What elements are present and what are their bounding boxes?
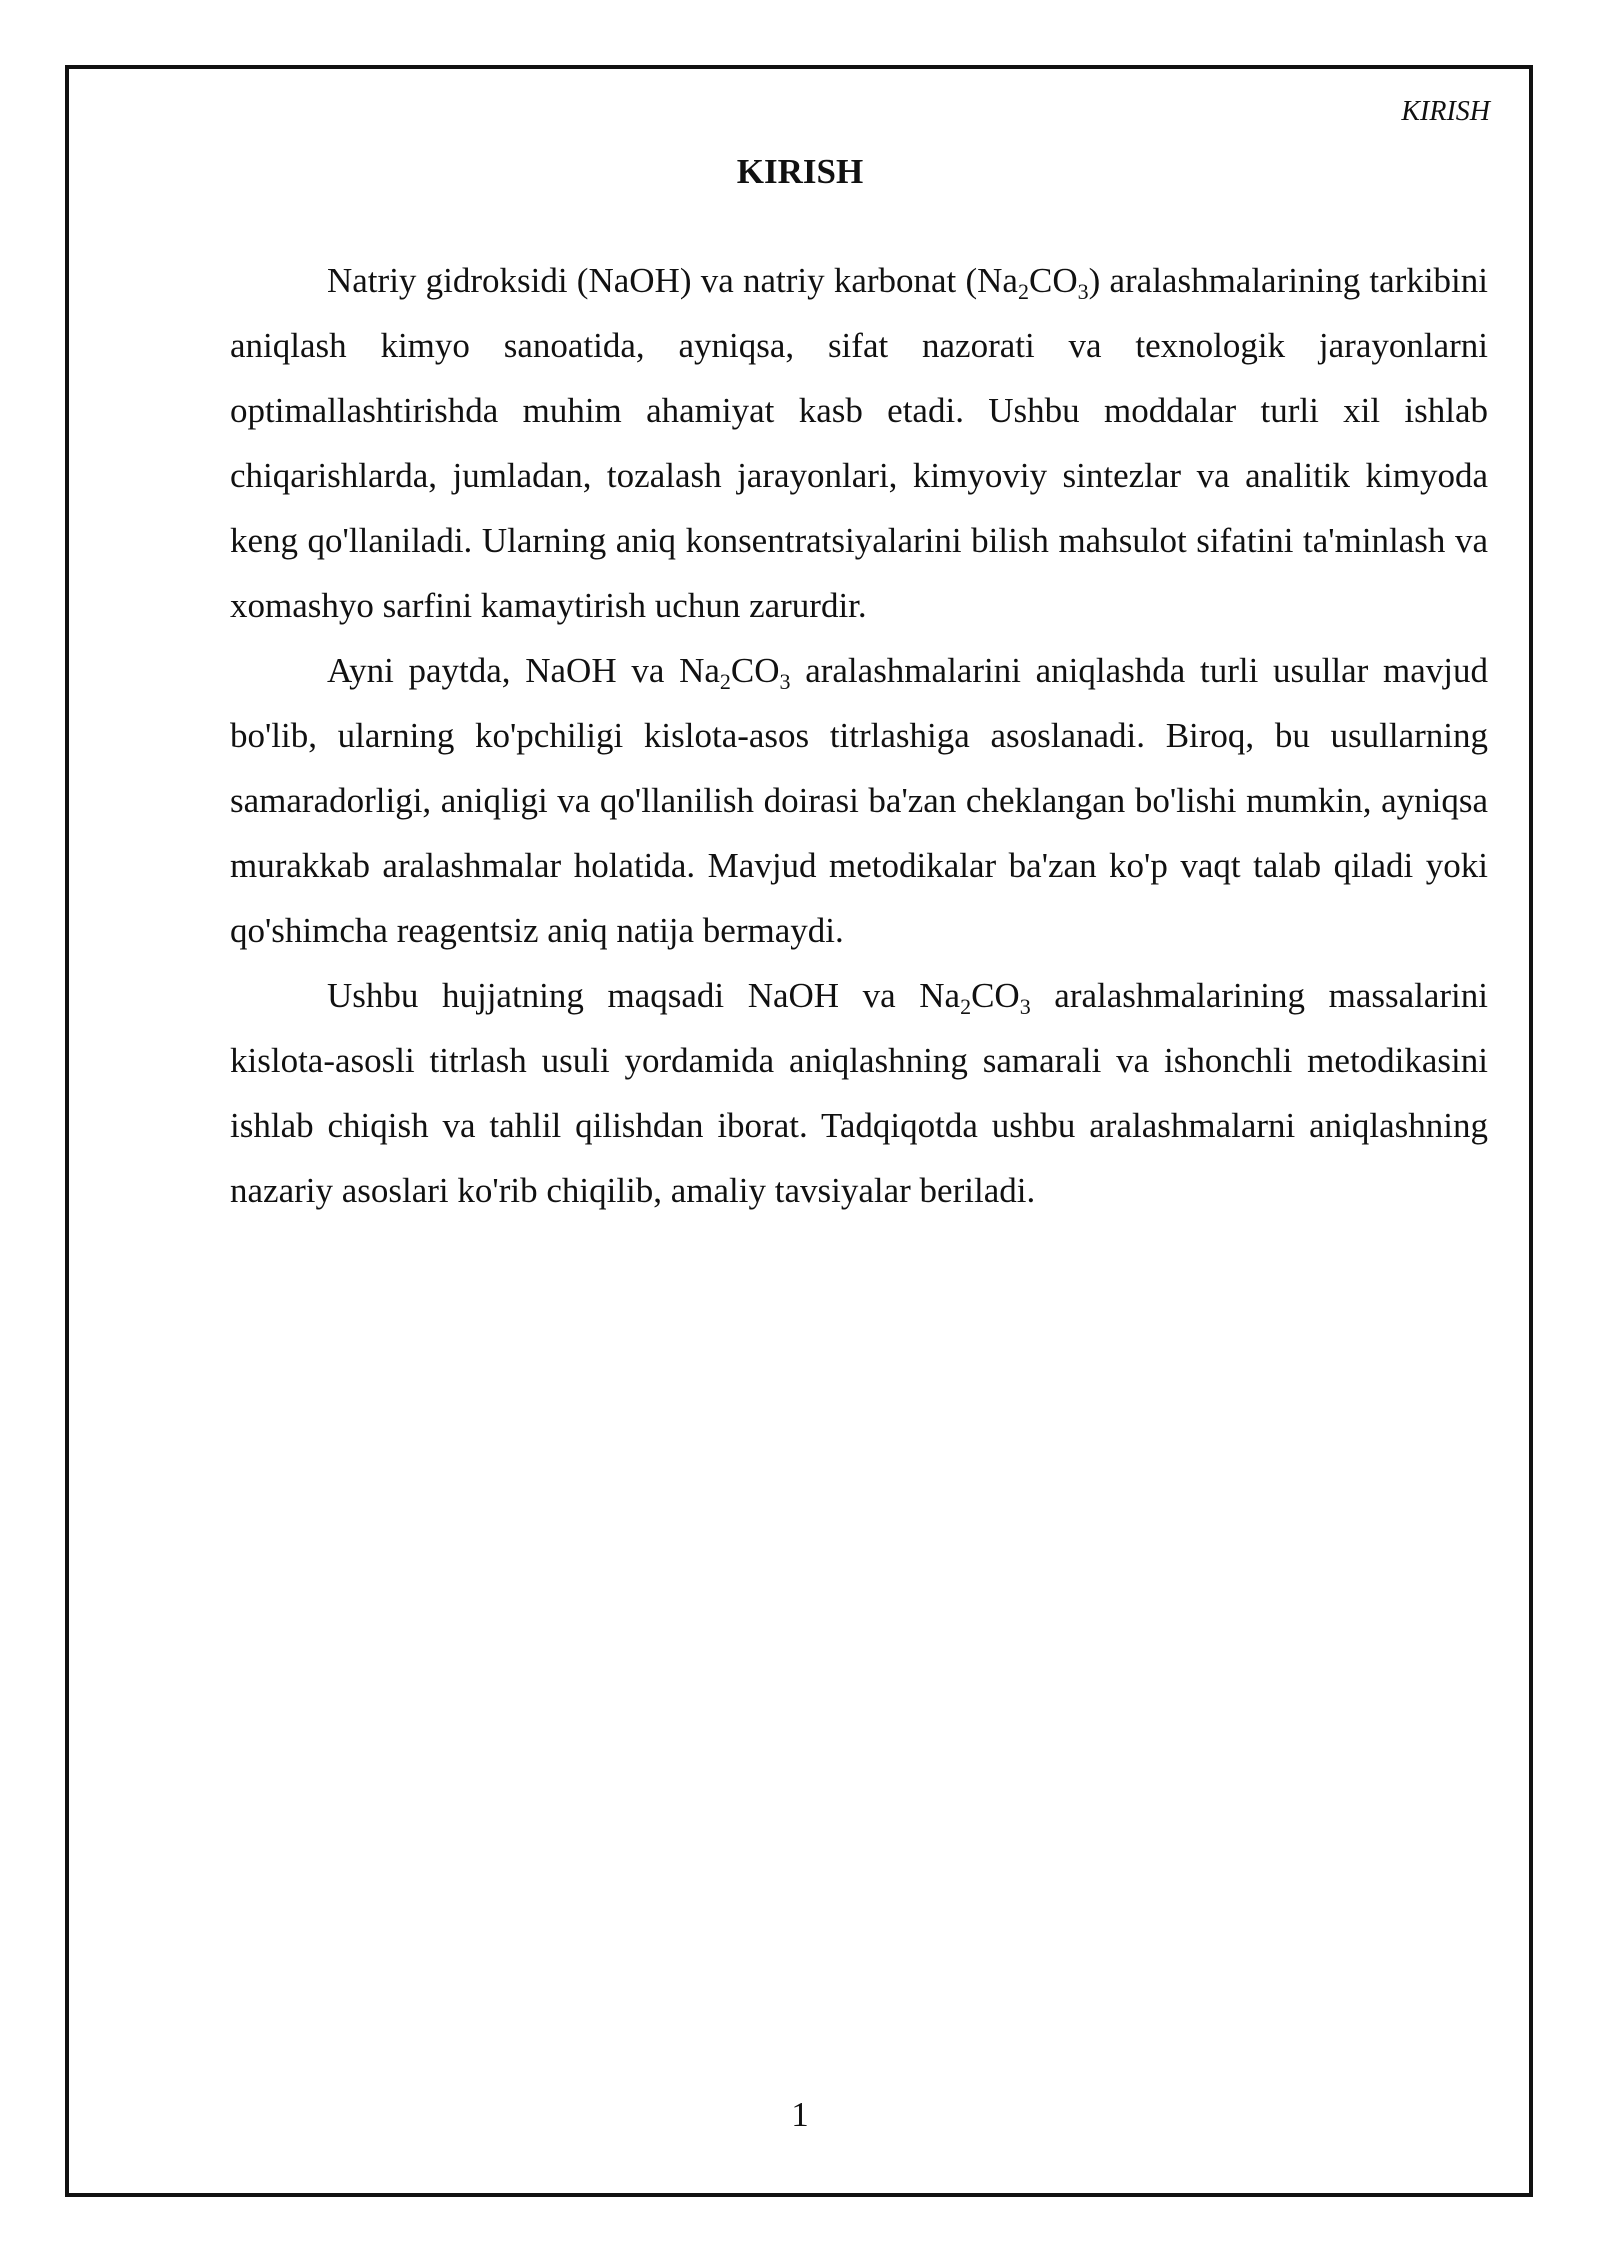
paragraph-1-end: ) aralashmalarining tarkibini aniqlash kimyo sanoatida, ayniqsa, sifat nazorati va texnologik jarayonlarni optimallashtirishda muhim ahamiyat kasb etadi. Ushbu moddalar turli xil ishlab chiqarishlarda, jumladan, tozalash jarayonlari, kimyoviy sintezlar va analitik kimyoda keng qo'llaniladi. Ularning aniq konsentratsiyalarini bilish mahsulot sifatini ta'minlash va xomashyo sarfini kamaytirish uchun zarurdir. — [230, 261, 1489, 625]
paragraph-3 — [230, 963, 1488, 1223]
paragraph-2 — [230, 638, 1488, 963]
paragraph-2-end: aralashmalarini aniqlashda turli usullar mavjud bo'lib, ularning ko'pchiligi kislota-asos titrlashiga asoslanadi. Biroq, bu usullarning samaradorligi, aniqligi va qo'llanilish doirasi ba'zan cheklangan bo'lishi mumkin, ayniqsa murakkab aralashmalar holatida. Mavjud metodikalar ba'zan ko'p vaqt talab qiladi yoki qo'shimcha reagentsiz aniq natija bermaydi. — [230, 651, 1489, 950]
paragraph-2-start: Ayni paytda, NaOH va — [327, 651, 680, 690]
paragraph-1-start: Natriy gidroksidi (NaOH) va natriy karbonat ( — [327, 261, 978, 300]
running-header: KIRISH — [1401, 96, 1490, 127]
paragraph-3-start: Ushbu hujjatning maqsadi NaOH va — [327, 976, 920, 1015]
formula-na2co3: $Na_2CO_3$ — [919, 976, 1031, 1019]
page-number: 1 — [791, 2095, 809, 2134]
formula-na2co3: $Na_2CO_3$ — [977, 261, 1089, 304]
paragraph-1 — [230, 248, 1488, 638]
formula-na2co3: $Na_2CO_3$ — [679, 651, 791, 694]
body-text — [230, 248, 1488, 1223]
page-title: KIRISH — [736, 152, 864, 191]
paragraph-3-end: aralashmalarining massalarini kislota-asosli titrlash usuli yordamida aniqlashning samarali va ishonchli metodikasini ishlab chiqish va tahlil qilishdan iborat. Tadqiqotda ushbu aralashmalarni aniqlashning nazariy asoslari ko'rib chiqilib, amaliy tavsiyalar beriladi. — [230, 976, 1488, 1210]
